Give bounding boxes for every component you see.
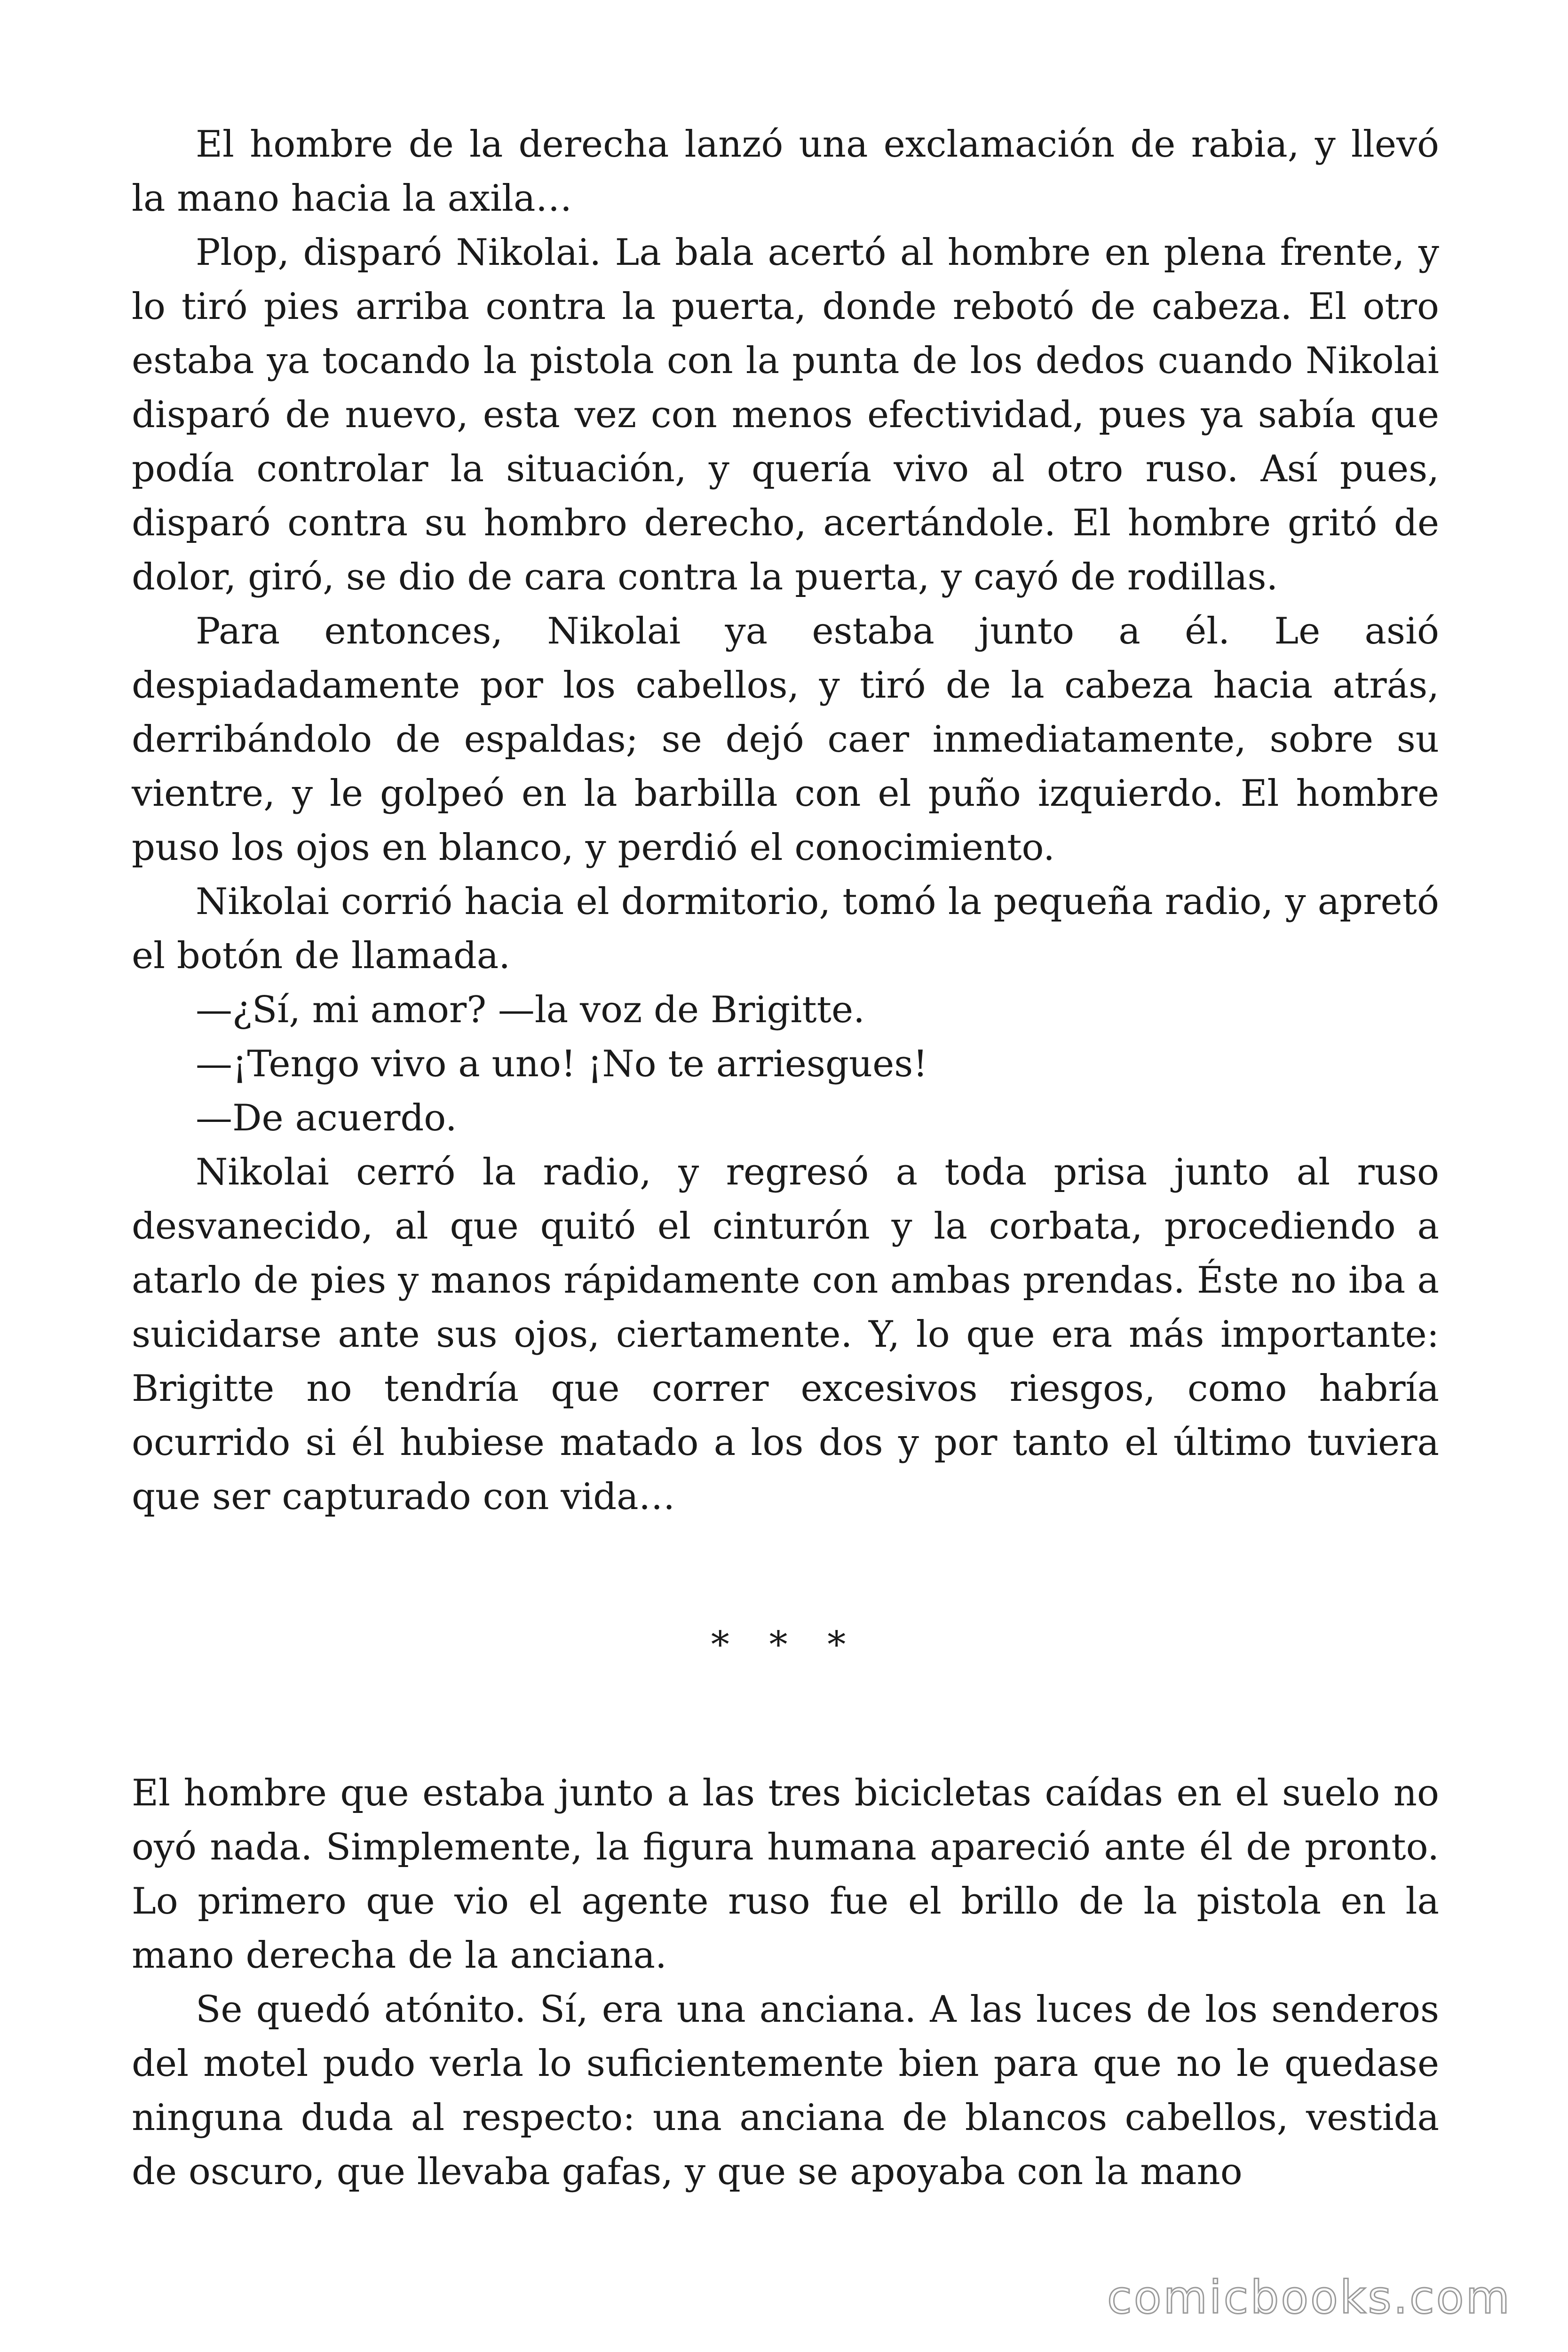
paragraph: Plop, disparó Nikolai. La bala acertó al hombre en plena frente, y lo tiró pies arriba contra la puerta, donde rebotó de cabeza. El otro estaba ya tocando la pistola con la punta de los dedos cuando Nikolai disparó de nuevo, esta vez con menos efectividad, pues ya sabía que podía controlar la situación, y quería vivo al otro ruso. Así pues, disparó contra su hombro derecho, acertándole. El hombre gritó de dolor, giró, se dio de cara contra la puerta, y cayó de rodillas. — [132, 231, 1439, 598]
dialogue-line: —De acuerdo. — [196, 1097, 457, 1139]
watermark-logo: comicbooks.com — [1107, 2271, 1512, 2324]
section-separator: * * * — [711, 1624, 860, 1666]
dialogue-line: —¡Tengo vivo a uno! ¡No te arriesgues! — [196, 1043, 928, 1085]
paragraph: El hombre de la derecha lanzó una exclamación de rabia, y llevó la mano hacia la axila… — [132, 123, 1439, 220]
paragraph: Para entonces, Nikolai ya estaba junto a él. Le asió despiadadamente por los cabellos, y tiró de la cabeza hacia atrás, derribándolo de espaldas; se dejó caer inmediatamente, sobre su vientre, y le golpeó en la barbilla con el puño izquierdo. El hombre puso los ojos en blanco, y perdió el conocimiento. — [132, 610, 1439, 869]
paragraph: Se quedó atónito. Sí, era una anciana. A las luces de los senderos del motel pudo verla lo suficientemente bien para que no le quedase ninguna duda al respecto: una anciana de blancos cabellos, vestida de oscuro, que llevaba gafas, y que se apoyaba con la mano — [132, 1988, 1439, 2193]
paragraph: El hombre que estaba junto a las tres bicicletas caídas en el suelo no oyó nada. Simplemente, la figura humana apareció ante él de pronto. Lo primero que vio el agente ruso fue el brillo de la pistola en la mano derecha de la anciana. — [132, 1772, 1439, 1977]
paragraph: Nikolai cerró la radio, y regresó a toda prisa junto al ruso desvanecido, al que quitó el cinturón y la corbata, procediendo a atarlo de pies y manos rápidamente con ambas prendas. Éste no iba a suicidarse ante sus ojos, ciertamente. Y, lo que era más importante: Brigitte no tendría que correr excesivos riesgos, como habría ocurrido si él hubiese matado a los dos y por tanto el último tuviera que ser capturado con vida… — [132, 1151, 1439, 1518]
dialogue-line: —¿Sí, mi amor? —la voz de Brigitte. — [196, 989, 865, 1031]
page-body — [132, 118, 1439, 2199]
paragraph: Nikolai corrió hacia el dormitorio, tomó la pequeña radio, y apretó el botón de llamada. — [132, 881, 1439, 977]
